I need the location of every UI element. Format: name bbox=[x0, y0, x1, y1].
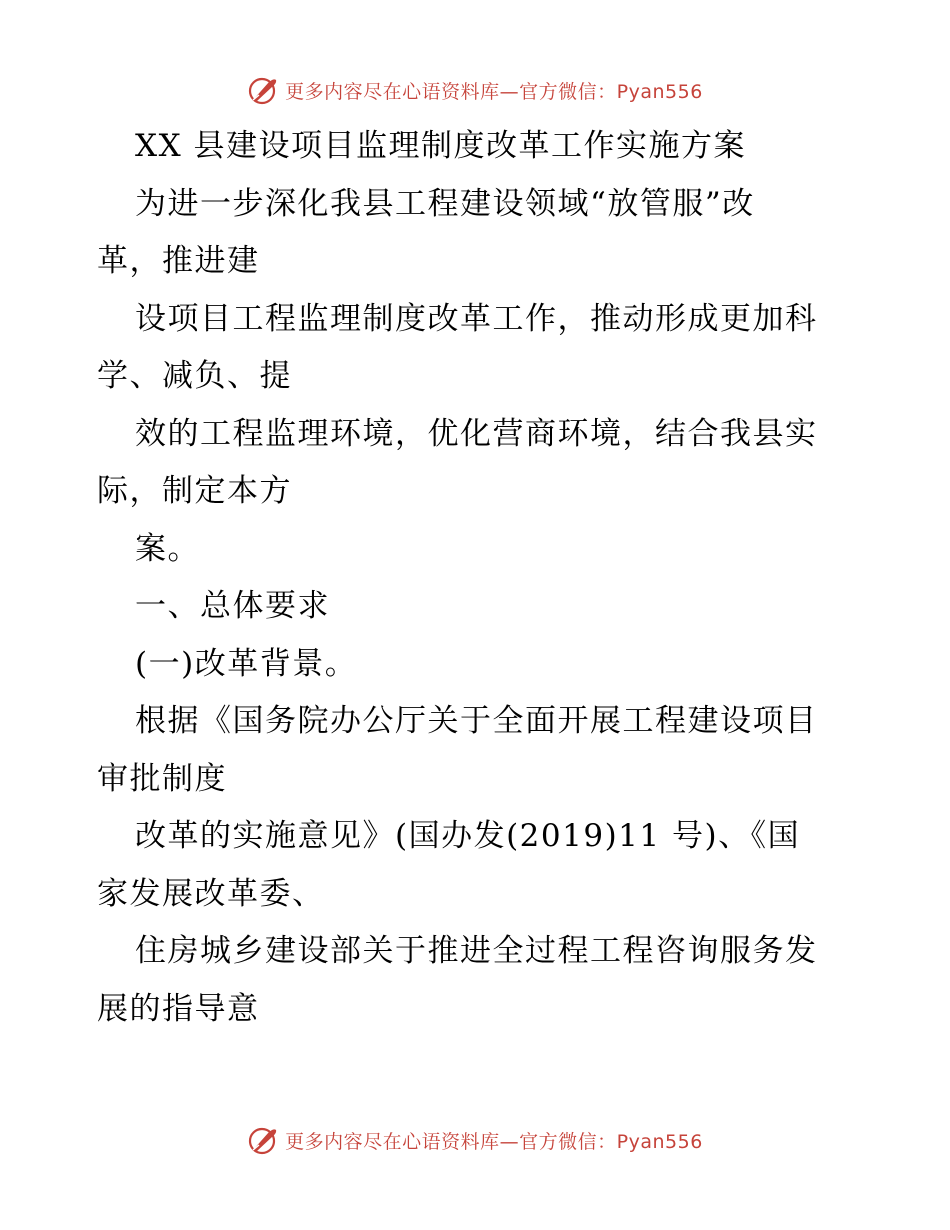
paragraph-line: 审批制度 bbox=[97, 760, 227, 797]
paragraph-line: 为进一步深化我县工程建设领域“放管服”改 bbox=[135, 185, 755, 222]
banner-text: 更多内容尽在心语资料库—官方微信：Pyan556 bbox=[285, 1130, 703, 1153]
document-title: XX 县建设项目监理制度改革工作实施方案 bbox=[135, 128, 746, 164]
header-banner bbox=[0, 70, 950, 110]
paragraph-line: 效的工程监理环境，优化营商环境，结合我县实 bbox=[135, 415, 818, 452]
banner-text: 更多内容尽在心语资料库—官方微信：Pyan556 bbox=[285, 80, 703, 103]
paragraph-line: 学、减负、提 bbox=[97, 358, 292, 394]
paragraph-line: 根据《国务院办公厅关于全面开展工程建设项目 bbox=[135, 703, 818, 739]
paragraph-line: 际，制定本方 bbox=[97, 473, 292, 509]
paragraph-line: 家发展改革委、 bbox=[97, 875, 325, 912]
subsection-heading: (一)改革背景。 bbox=[135, 645, 358, 682]
footer-banner bbox=[0, 1120, 950, 1160]
paragraph-line: 展的指导意 bbox=[97, 990, 260, 1027]
paragraph-line: 改革的实施意见》(国办发(2019)11 号)、《国 bbox=[135, 818, 801, 854]
section-heading: 一、总体要求 bbox=[135, 588, 330, 624]
paragraph-line: 案。 bbox=[135, 530, 200, 567]
paragraph-line: 设项目工程监理制度改革工作，推动形成更加科 bbox=[135, 300, 818, 337]
paragraph-line: 住房城乡建设部关于推进全过程工程咨询服务发 bbox=[135, 933, 818, 969]
quill-pen-icon bbox=[247, 74, 279, 106]
quill-pen-icon bbox=[247, 1124, 279, 1156]
paragraph-line: 革，推进建 bbox=[97, 243, 260, 279]
document-body bbox=[97, 118, 857, 1038]
